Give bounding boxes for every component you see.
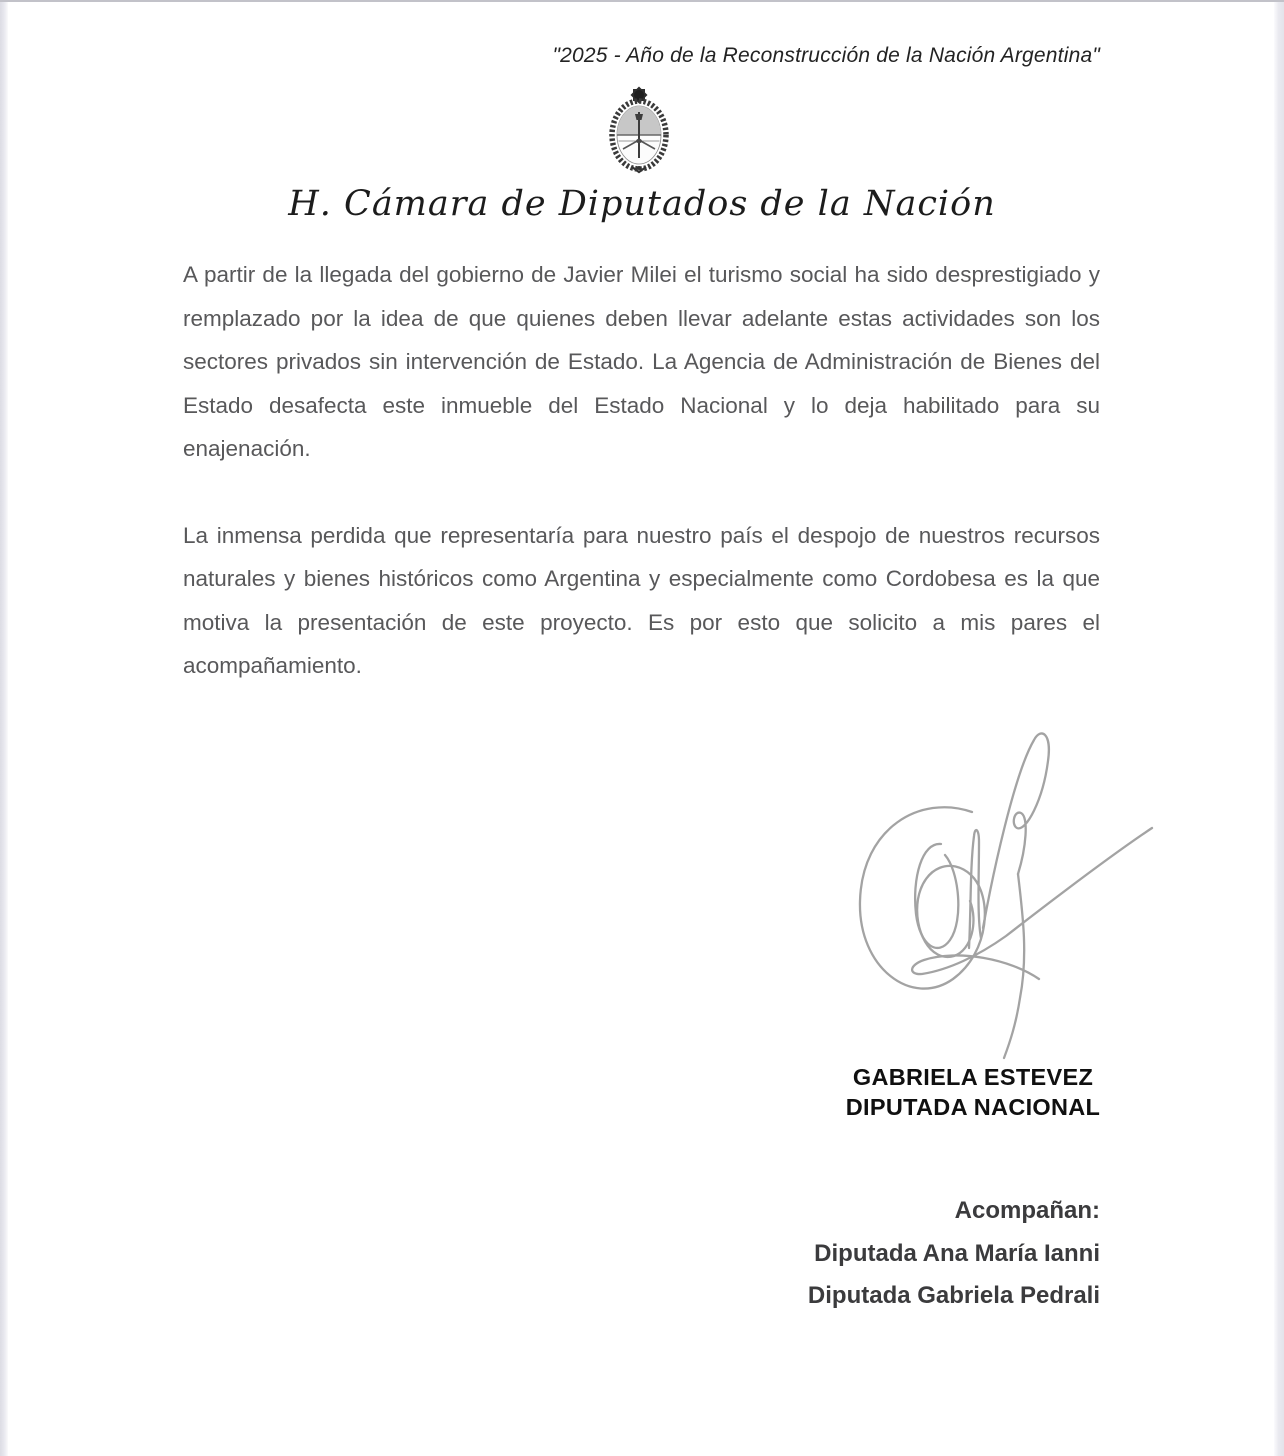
- argentina-coat-of-arms-icon: [598, 84, 680, 174]
- institution-script-heading: H. Cámara de Diputados de la Nación: [288, 184, 996, 224]
- cosigner-name: Diputada Gabriela Pedrali: [807, 1282, 1100, 1309]
- signer-title: DIPUTADA NACIONAL: [845, 1094, 1101, 1120]
- signer-name: GABRIELA ESTEVEZ: [852, 1064, 1094, 1090]
- body-paragraph: La inmensa perdida que representaría para nuestro país el despojo de nuestros recursos naturales y bienes históricos como Argentina y especialmente como Cordobesa es la que motiva la presentación de este proyecto. Es por esto que solicito a mis pares el acompañamiento.: [183, 522, 1100, 678]
- cosigner-name: Diputada Ana María Ianni: [814, 1239, 1100, 1267]
- year-motto: "2025 - Año de la Reconstrucción de la Nación Argentina": [552, 44, 1100, 67]
- cosigners-block: [808, 1190, 1100, 1318]
- page-top-border: [0, 0, 1284, 2]
- handwritten-signature-image: [820, 716, 1160, 1061]
- letter-body: [183, 253, 1100, 731]
- cosigners-heading: Acompañan:: [954, 1197, 1100, 1224]
- signer-block: [788, 1062, 1158, 1122]
- body-paragraph: A partir de la llegada del gobierno de Javier Milei el turismo social ha sido desprestigiado y remplazado por la idea de que quienes deben llevar adelante estas actividades son los sectores privados sin intervención de Estado. La Agencia de Administración de Bienes del Estado desafecta este inmueble del Estado Nacional y lo deja habilitado para su enajenación.: [183, 262, 1100, 461]
